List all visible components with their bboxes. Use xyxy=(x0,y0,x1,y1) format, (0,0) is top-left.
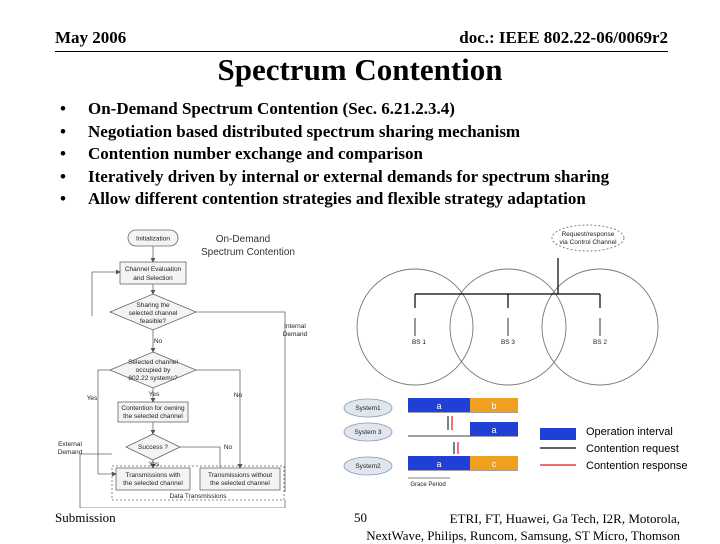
fc-external-2: Demand xyxy=(57,449,83,456)
bullet-text: Iteratively driven by internal or external demands for spectrum sharing xyxy=(88,166,610,186)
fc-tx-without-1: Transmissions without xyxy=(207,472,273,479)
bullet-text: Allow different contention strategies and flexible strategy adaptation xyxy=(88,189,586,208)
bullet-item xyxy=(60,166,609,189)
network-diagram xyxy=(350,222,680,402)
fc-no-3: No xyxy=(223,444,233,451)
legend-operation-label: Operation interval xyxy=(586,426,673,438)
fc-tx-with-2: the selected channel xyxy=(123,480,183,487)
net-request-2: via Control Channel xyxy=(559,239,617,246)
fc-no-2: No xyxy=(233,392,243,399)
footer-authors xyxy=(366,510,680,544)
flowchart-diagram xyxy=(50,222,310,508)
fc-data-tx: Data Transmissions xyxy=(169,493,227,500)
bullet-item xyxy=(60,98,609,121)
header-doc-id: doc.: IEEE 802.22-06/0069r2 xyxy=(459,28,668,47)
footer-authors-line1: ETRI, FT, Huawei, Ga Tech, I2R, Motorola, xyxy=(449,511,680,526)
sys2-label-a: a xyxy=(436,459,442,469)
bullet-item xyxy=(60,188,609,211)
legend-operation-swatch xyxy=(540,428,576,440)
sys2-label-c: c xyxy=(491,459,497,469)
timing-system2: System2 xyxy=(355,463,381,470)
footer-authors-line2: NextWave, Philips, Runcom, Samsung, ST Micro, Thomson xyxy=(366,528,680,543)
bullet-item xyxy=(60,143,609,166)
fc-internal-1: Internal xyxy=(284,323,306,330)
sys1-label-a: a xyxy=(436,401,442,411)
fc-external-1: External xyxy=(58,441,82,448)
fc-occupied-3: 802.22 systems? xyxy=(128,375,178,382)
timing-system1: System1 xyxy=(355,405,381,412)
bullet-list xyxy=(60,98,609,211)
legend-response-label: Contention response xyxy=(586,460,688,472)
control-channel-cloud xyxy=(552,225,624,251)
footer-page-number: 50 xyxy=(354,510,367,525)
bullet-text: Contention number exchange and comparison xyxy=(88,144,423,163)
bullet-text: Negotiation based distributed spectrum sharing mechanism xyxy=(88,121,521,141)
bullet-dot: • xyxy=(60,166,66,186)
fc-sharing-1: Sharing the xyxy=(136,302,170,309)
fc-success: Success ? xyxy=(138,444,168,451)
fc-occupied-2: occupied by xyxy=(135,367,171,374)
label-bs1: BS 1 xyxy=(411,339,427,346)
fc-contention-1: Contention for owning xyxy=(121,405,185,412)
fc-title-2: Spectrum Contention xyxy=(201,247,295,258)
fc-tx-without-2: the selected channel xyxy=(210,480,270,487)
timing-diagram xyxy=(340,390,700,490)
fc-title-1: On-Demand xyxy=(215,234,271,245)
label-bs2: BS 2 xyxy=(592,339,608,346)
bullet-dot: • xyxy=(60,189,66,208)
timing-system3: System 3 xyxy=(354,429,382,436)
fc-yes-left: Yes xyxy=(86,395,98,402)
fc-yes-mid: Yes xyxy=(148,391,160,398)
slide-title: Spectrum Contention xyxy=(217,52,503,87)
fc-initialization: Initialization xyxy=(136,235,170,243)
sys1-label-b: b xyxy=(491,401,497,411)
fc-tx-with-1: Transmissions with xyxy=(125,472,181,479)
fc-internal-2: Demand xyxy=(282,331,308,338)
bullet-dot: • xyxy=(60,144,66,163)
fc-sharing-2: selected channel xyxy=(128,310,178,317)
header-date: May 2006 xyxy=(55,28,127,47)
fc-contention-2: the selected channel xyxy=(123,413,183,420)
grace-period-label: Grace Period xyxy=(410,482,446,488)
legend-request-label: Contention request xyxy=(586,443,679,455)
net-request-1: Request/response xyxy=(561,231,615,238)
bullet-text: On-Demand Spectrum Contention (Sec. 6.21.2.3.4) xyxy=(88,99,455,118)
fc-occupied-1: Selected channel xyxy=(128,359,178,366)
fc-channel-eval-2: and Selection xyxy=(133,275,173,282)
fc-channel-eval-1: Channel Evaluation xyxy=(124,266,182,273)
fc-sharing-3: feasible? xyxy=(139,318,167,325)
bullet-dot: • xyxy=(60,121,66,141)
footer-submission: Submission xyxy=(55,510,116,525)
label-bs3: BS 3 xyxy=(500,339,516,346)
fc-no-1: No xyxy=(153,338,163,345)
bullet-dot: • xyxy=(60,99,66,118)
bullet-item xyxy=(60,121,609,144)
sys3-label-a: a xyxy=(491,425,497,435)
fc-yes-3: Yes xyxy=(148,461,160,468)
